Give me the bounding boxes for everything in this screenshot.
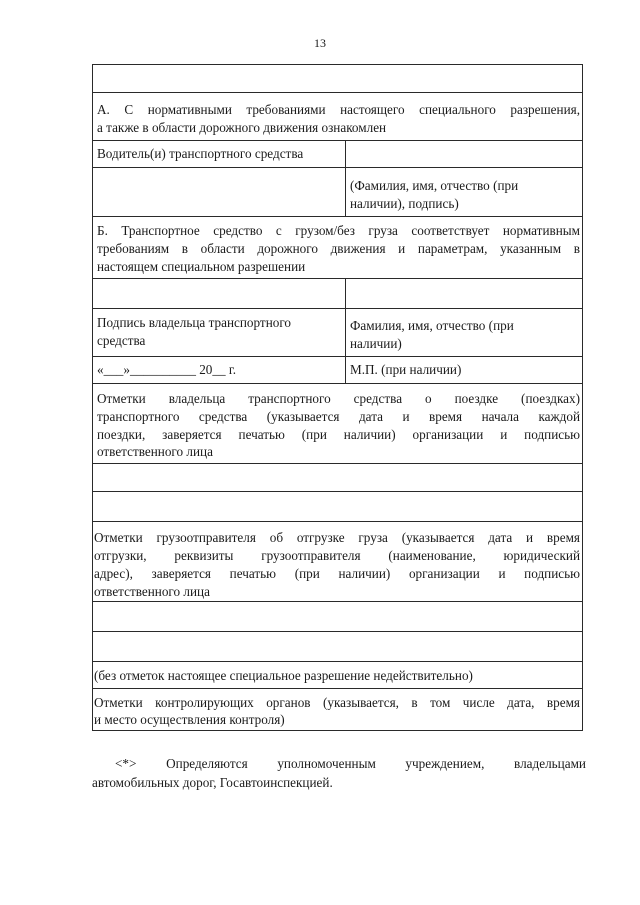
shipper-text-line4: ответственного лица <box>94 584 210 599</box>
control-text-line1: Отметки контролирующих органов (указывается, в том числе дата, время <box>94 695 580 710</box>
section-a-text-line2: а также в области дорожного движения ознакомлен <box>97 120 387 135</box>
section-a-text-line1: А. С нормативными требованиями настоящего специального разрешения, <box>97 102 580 117</box>
section-b-text-line3: настоящем специальном разрешении <box>97 259 306 274</box>
driver-label: Водитель(и) транспортного средства <box>97 146 304 161</box>
owner-name-label-line2: наличии) <box>350 336 402 351</box>
owner-signature-label-line2: средства <box>97 333 146 348</box>
shipper-text-line3: адрес), заверяется печатью (при наличии) организации и подписью <box>94 566 580 581</box>
trips-text-line2: транспортного средства (указывается дата и время начала каждой <box>97 409 580 424</box>
row-divider <box>92 356 583 357</box>
date-field: «___»__________ 20__ г. <box>97 362 237 377</box>
section-b-text-line2: требованиям в области дорожного движения и параметрам, указанным в <box>97 241 580 256</box>
row-divider <box>92 278 583 279</box>
footnote-line2: автомобильных дорог, Госавтоинспекцией. <box>92 775 333 790</box>
row-divider <box>92 521 583 522</box>
row-divider <box>92 601 583 602</box>
stamp-label: М.П. (при наличии) <box>350 362 462 377</box>
invalid-note: (без отметок настоящее специальное разрешение недействительно) <box>94 668 473 683</box>
owner-signature-label-line1: Подпись владельца транспортного <box>97 315 292 330</box>
driver-name-hint-line1: (Фамилия, имя, отчество (при <box>350 178 519 193</box>
owner-name-label-line1: Фамилия, имя, отчество (при <box>350 318 514 333</box>
row-divider <box>92 140 583 141</box>
control-text-line2: и место осуществления контроля) <box>94 712 285 727</box>
column-divider <box>345 140 346 216</box>
row-divider <box>92 167 583 168</box>
row-divider <box>92 491 583 492</box>
shipper-text-line1: Отметки грузоотправителя об отгрузке груза (указывается дата и время <box>94 530 580 545</box>
footnote-line1: <*> Определяются уполномоченным учреждением, владельцами <box>115 756 586 771</box>
shipper-text-line2: отгрузки, реквизиты грузоотправителя (наименование, юридический <box>94 548 580 563</box>
row-divider <box>92 661 583 662</box>
column-divider <box>345 278 346 383</box>
section-b-text-line1: Б. Транспортное средство с грузом/без груза соответствует нормативным <box>97 223 580 238</box>
row-divider <box>92 688 583 689</box>
trips-text-line3: поездки, заверяется печатью (при наличии) организации и подписью <box>97 427 580 442</box>
driver-name-hint-line2: наличии), подпись) <box>350 196 459 211</box>
page-number: 13 <box>314 36 326 50</box>
trips-text-line4: ответственного лица <box>97 444 213 459</box>
row-divider <box>92 216 583 217</box>
row-divider <box>92 631 583 632</box>
trips-text-line1: Отметки владельца транспортного средства о поездке (поездках) <box>97 391 580 406</box>
row-divider <box>92 383 583 384</box>
row-divider <box>92 92 583 93</box>
row-divider <box>92 308 583 309</box>
row-divider <box>92 463 583 464</box>
